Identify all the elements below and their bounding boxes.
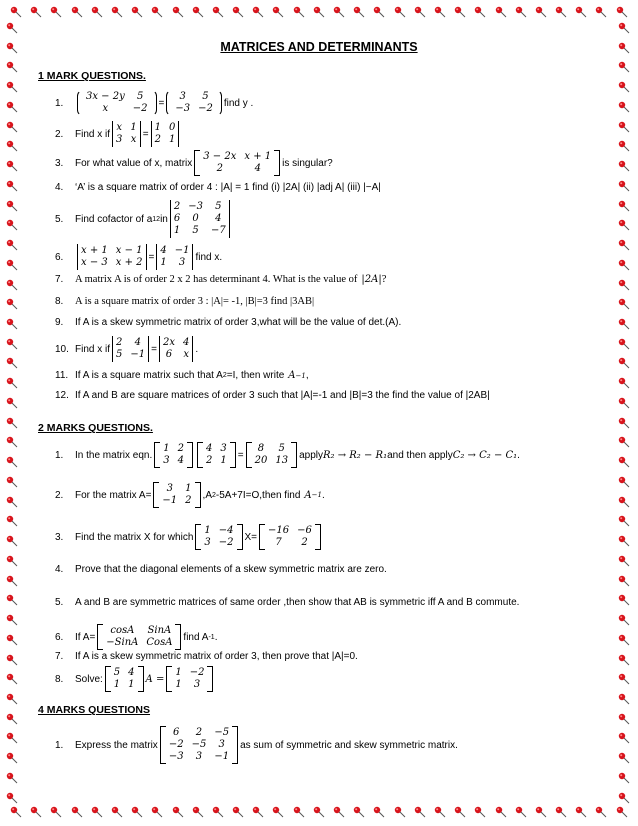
pin-icon: [618, 417, 630, 429]
pin-icon: [618, 792, 630, 804]
pin-border-right: [618, 22, 632, 804]
pin-icon: [618, 279, 630, 291]
pin-icon: [6, 693, 18, 705]
pin-icon: [454, 6, 466, 18]
question-2m-3: 3. Find the matrix X for which 1 −4 3 −2 X= −16 −6 7 2: [55, 524, 323, 550]
pin-icon: [131, 806, 143, 818]
pin-icon: [6, 496, 18, 508]
pin-icon: [535, 6, 547, 18]
pin-icon: [71, 6, 83, 18]
section-heading-2-marks: 2 MARKS QUESTIONS.: [38, 422, 153, 434]
determinant-left: x + 1 x − 1 x − 3 x + 2: [77, 244, 147, 270]
pin-icon: [6, 160, 18, 172]
question-1m-7: 7. A matrix A is of order 2 x 2 has determinant 4. What is the value of |2A| ?: [55, 274, 387, 285]
determinant-left: x 1 3 x: [112, 121, 141, 147]
pin-icon: [313, 6, 325, 18]
question-1m-6: 6. x + 1 x − 1 x − 3 x + 2 = 4 −1 1 3 find x.: [55, 245, 223, 268]
pin-icon: [618, 535, 630, 547]
pin-icon: [172, 806, 184, 818]
pin-icon: [454, 806, 466, 818]
question-1m-11: 11. If A is a square matrix such that A 2 =I, then write A −1 ,: [55, 370, 309, 381]
pin-icon: [515, 6, 527, 18]
pin-icon: [10, 806, 22, 818]
pin-icon: [333, 6, 345, 18]
pin-icon: [6, 654, 18, 666]
pin-icon: [618, 357, 630, 369]
pin-icon: [6, 121, 18, 133]
pin-icon: [575, 806, 587, 818]
pin-icon: [616, 806, 628, 818]
question-2m-1: 1. In the matrix eqn. 1 2 3 4 4 3 2 1 = 8 5 20 13 apply R₂ → R₂ − R₁ and then apply C₂ → C₂ − C₁ .: [55, 443, 520, 466]
pin-icon: [151, 806, 163, 818]
pin-icon: [111, 6, 123, 18]
pin-icon: [192, 6, 204, 18]
pin-icon: [618, 259, 630, 271]
pin-icon: [6, 180, 18, 192]
matrix-left: 3x − 2y 5 x −2: [77, 90, 157, 116]
pin-icon: [6, 535, 18, 547]
pin-icon: [353, 6, 365, 18]
pin-icon: [618, 456, 630, 468]
pin-icon: [618, 318, 630, 330]
pin-icon: [495, 806, 507, 818]
pin-icon: [414, 806, 426, 818]
matrix-right: 3 5 −3 −2: [166, 90, 222, 116]
pin-icon: [6, 239, 18, 251]
determinant-right: 1 0 2 1: [151, 121, 180, 147]
pin-icon: [495, 6, 507, 18]
pin-icon: [293, 6, 305, 18]
question-1m-12: 12. If A and B are square matrices of order 3 such that |A|=-1 and |B|=3 the find the value of |2AB|: [55, 390, 490, 401]
pin-icon: [30, 6, 42, 18]
question-2m-8: 8. Solve: 5 4 1 1 A = 1 −2 1 3: [55, 666, 215, 692]
question-1m-9: 9. If A is a skew symmetric matrix of order 3,what will be the value of det.(A).: [55, 317, 402, 328]
pin-icon: [474, 6, 486, 18]
pin-icon: [111, 806, 123, 818]
section-heading-1-mark: 1 MARK QUESTIONS.: [38, 70, 146, 82]
pin-icon: [618, 575, 630, 587]
question-1m-3: 3. For what value of x, matrix 3 − 2x x + 1 2 4 is singular?: [55, 151, 333, 174]
pin-icon: [616, 6, 628, 18]
pin-icon: [618, 377, 630, 389]
pin-icon: [232, 6, 244, 18]
pin-icon: [313, 806, 325, 818]
pin-icon: [618, 298, 630, 310]
pin-icon: [434, 806, 446, 818]
pin-icon: [333, 806, 345, 818]
question-4m-1: 1. Express the matrix 6 2 −5 −2 −5 3 −3 3 −1 as sum of symmetric and skew symmetric matrix.: [55, 727, 458, 762]
pin-icon: [50, 6, 62, 18]
question-2m-5: 5. A and B are symmetric matrices of same order ,then show that AB is symmetric iff A and B commute.: [55, 597, 520, 608]
pin-icon: [618, 654, 630, 666]
pin-icon: [618, 752, 630, 764]
pin-icon: [272, 806, 284, 818]
pin-icon: [172, 6, 184, 18]
pin-border-bottom: [10, 806, 628, 820]
pin-icon: [618, 693, 630, 705]
question-1m-10: 10. Find x if 2 4 5 −1 = 2x 4 6 x .: [55, 337, 199, 360]
pin-icon: [91, 6, 103, 18]
pin-icon: [618, 476, 630, 488]
pin-icon: [618, 101, 630, 113]
pin-icon: [6, 338, 18, 350]
pin-icon: [6, 377, 18, 389]
pin-icon: [474, 806, 486, 818]
pin-icon: [394, 6, 406, 18]
pin-icon: [293, 806, 305, 818]
pin-icon: [6, 101, 18, 113]
pin-icon: [6, 417, 18, 429]
question-2m-6: 6. If A= cosA SinA −SinA CosA find A -1 .: [55, 625, 218, 648]
pin-icon: [618, 61, 630, 73]
pin-icon: [252, 806, 264, 818]
determinant-left: 2 4 5 −1: [112, 336, 149, 362]
question-1m-5: 5. Find cofactor of a 12 in 2 −3 5 6 0 4 1 5 −7: [55, 200, 232, 238]
pin-icon: [6, 298, 18, 310]
pin-icon: [618, 634, 630, 646]
question-1m-1: 1. 3x − 2y 5 x −2 = 3 5 −3 −2 find y .: [55, 91, 254, 114]
pin-icon: [618, 140, 630, 152]
pin-icon: [50, 806, 62, 818]
pin-icon: [618, 732, 630, 744]
page-title: MATRICES AND DETERMINANTS: [220, 40, 418, 54]
pin-icon: [10, 6, 22, 18]
pin-icon: [618, 772, 630, 784]
question-2m-2: 2. For the matrix A= 3 1 −1 2 ,A 2 -5A+7I=O,then find A −1 .: [55, 483, 325, 506]
section-heading-4-marks: 4 MARKS QUESTIONS: [38, 704, 151, 716]
pin-icon: [6, 732, 18, 744]
pin-icon: [595, 6, 607, 18]
pin-icon: [618, 436, 630, 448]
question-number: 1.: [55, 97, 64, 109]
pin-icon: [595, 806, 607, 818]
pin-icon: [618, 239, 630, 251]
pin-icon: [618, 673, 630, 685]
pin-border-top: [10, 6, 628, 20]
pin-icon: [252, 6, 264, 18]
pin-icon: [618, 338, 630, 350]
pin-icon: [373, 6, 385, 18]
pin-icon: [618, 515, 630, 527]
question-2m-4: 4. Prove that the diagonal elements of a skew symmetric matrix are zero.: [55, 564, 387, 575]
pin-icon: [30, 806, 42, 818]
determinant-right: 4 −1 1 3: [156, 244, 193, 270]
pin-icon: [618, 121, 630, 133]
question-1m-4: 4. ‘A’ is a square matrix of order 4 : |A| = 1 find (i) |2A| (ii) |adj A| (iii) |−A|: [55, 182, 381, 193]
pin-icon: [434, 6, 446, 18]
pin-border-left: [6, 22, 20, 804]
pin-icon: [6, 318, 18, 330]
pin-icon: [394, 806, 406, 818]
pin-icon: [6, 673, 18, 685]
determinant-right: 2x 4 6 x: [159, 336, 193, 362]
pin-icon: [6, 713, 18, 725]
pin-icon: [6, 219, 18, 231]
pin-icon: [6, 594, 18, 606]
pin-icon: [555, 806, 567, 818]
pin-icon: [555, 6, 567, 18]
pin-icon: [6, 555, 18, 567]
pin-icon: [151, 6, 163, 18]
pin-icon: [618, 397, 630, 409]
pin-icon: [131, 6, 143, 18]
pin-icon: [71, 806, 83, 818]
pin-icon: [618, 219, 630, 231]
pin-icon: [575, 6, 587, 18]
pin-icon: [6, 140, 18, 152]
pin-icon: [618, 496, 630, 508]
pin-icon: [192, 806, 204, 818]
pin-icon: [618, 22, 630, 34]
pin-icon: [353, 806, 365, 818]
pin-icon: [618, 713, 630, 725]
pin-icon: [6, 575, 18, 587]
pin-icon: [6, 792, 18, 804]
pin-icon: [618, 81, 630, 93]
pin-icon: [6, 614, 18, 626]
pin-icon: [6, 259, 18, 271]
pin-icon: [212, 6, 224, 18]
pin-icon: [232, 806, 244, 818]
pin-icon: [212, 806, 224, 818]
pin-icon: [6, 772, 18, 784]
pin-icon: [6, 634, 18, 646]
pin-icon: [6, 357, 18, 369]
matrix: 3 − 2x x + 1 2 4: [194, 150, 280, 176]
question-1m-2: 2. Find x if x 1 3 x = 1 0 2 1: [55, 121, 181, 147]
pin-icon: [6, 61, 18, 73]
pin-icon: [6, 397, 18, 409]
pin-icon: [618, 614, 630, 626]
pin-icon: [6, 476, 18, 488]
pin-icon: [515, 806, 527, 818]
pin-icon: [6, 456, 18, 468]
pin-icon: [618, 200, 630, 212]
pin-icon: [535, 806, 547, 818]
pin-icon: [373, 806, 385, 818]
pin-icon: [618, 180, 630, 192]
pin-icon: [272, 6, 284, 18]
question-2m-7: 7. If A is a skew symmetric matrix of order 3, then prove that |A|=0.: [55, 651, 358, 662]
pin-icon: [6, 279, 18, 291]
pin-icon: [618, 160, 630, 172]
pin-icon: [618, 594, 630, 606]
pin-icon: [6, 436, 18, 448]
question-1m-8: 8. A is a square matrix of order 3 : |A|= -1, |B|=3 find |3AB|: [55, 296, 315, 307]
pin-icon: [6, 81, 18, 93]
pin-icon: [414, 6, 426, 18]
pin-icon: [6, 200, 18, 212]
pin-icon: [6, 515, 18, 527]
pin-icon: [6, 22, 18, 34]
determinant-3x3: 2 −3 5 6 0 4 1 5 −7: [170, 200, 230, 238]
pin-icon: [91, 806, 103, 818]
pin-icon: [618, 555, 630, 567]
pin-icon: [6, 752, 18, 764]
